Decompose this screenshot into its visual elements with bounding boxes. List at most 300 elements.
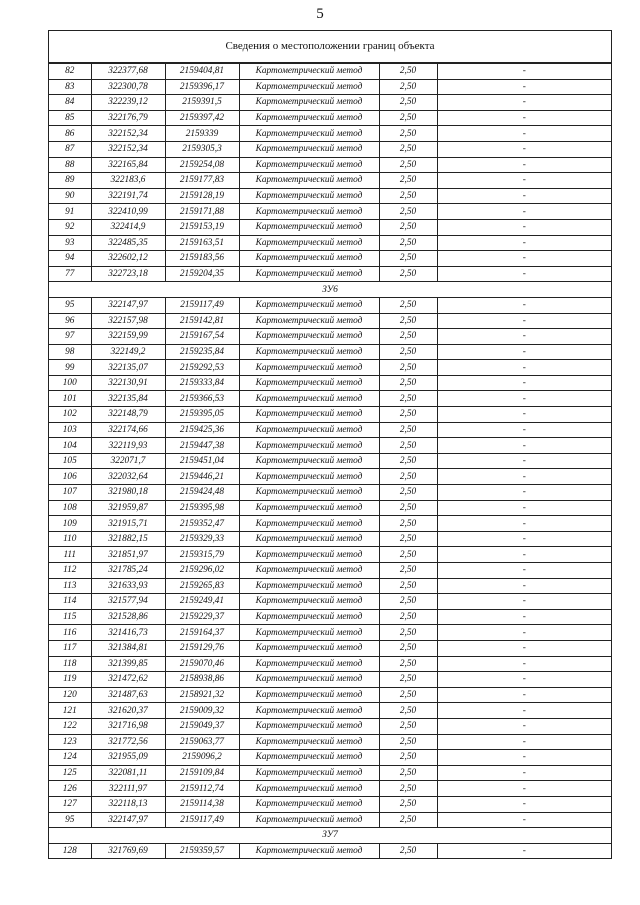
description-cell: - <box>437 157 611 173</box>
description-cell: - <box>437 141 611 157</box>
page-number: 5 <box>316 6 324 22</box>
method-cell: Картометрический метод <box>239 750 379 766</box>
accuracy-cell: 2,50 <box>379 625 437 641</box>
description-cell: - <box>437 781 611 797</box>
method-cell: Картометрический метод <box>239 422 379 438</box>
y-coordinate-cell: 2159305,3 <box>165 141 239 157</box>
point-number-cell: 108 <box>49 500 91 516</box>
method-cell: Картометрический метод <box>239 843 379 858</box>
point-number-cell: 120 <box>49 687 91 703</box>
accuracy-cell: 2,50 <box>379 266 437 282</box>
table-row <box>49 531 611 547</box>
table-row <box>49 578 611 594</box>
accuracy-cell: 2,50 <box>379 360 437 376</box>
y-coordinate-cell: 2159446,21 <box>165 469 239 485</box>
accuracy-cell: 2,50 <box>379 531 437 547</box>
table-row <box>49 251 611 267</box>
point-number-cell: 117 <box>49 640 91 656</box>
x-coordinate-cell: 322414,9 <box>91 219 165 235</box>
table-row <box>49 313 611 329</box>
description-cell: - <box>437 796 611 812</box>
description-cell: - <box>437 391 611 407</box>
accuracy-cell: 2,50 <box>379 672 437 688</box>
description-cell: - <box>437 219 611 235</box>
table-row <box>49 625 611 641</box>
description-cell: - <box>437 656 611 672</box>
section-label: ЗУ7 <box>49 828 611 844</box>
method-cell: Картометрический метод <box>239 438 379 454</box>
method-cell: Картометрический метод <box>239 79 379 95</box>
x-coordinate-cell: 321399,85 <box>91 656 165 672</box>
y-coordinate-cell: 2159096,2 <box>165 750 239 766</box>
accuracy-cell: 2,50 <box>379 578 437 594</box>
description-cell: - <box>437 687 611 703</box>
y-coordinate-cell: 2159114,38 <box>165 796 239 812</box>
point-number-cell: 114 <box>49 594 91 610</box>
x-coordinate-cell: 322176,79 <box>91 110 165 126</box>
method-cell: Картометрический метод <box>239 204 379 220</box>
table-row <box>49 563 611 579</box>
table-row <box>49 687 611 703</box>
point-number-cell: 98 <box>49 344 91 360</box>
x-coordinate-cell: 322152,34 <box>91 126 165 142</box>
x-coordinate-cell: 322135,84 <box>91 391 165 407</box>
table-row <box>49 796 611 812</box>
point-number-cell: 89 <box>49 173 91 189</box>
method-cell: Картометрический метод <box>239 718 379 734</box>
x-coordinate-cell: 322159,99 <box>91 329 165 345</box>
y-coordinate-cell: 2159391,5 <box>165 95 239 111</box>
point-number-cell: 83 <box>49 79 91 95</box>
point-number-cell: 93 <box>49 235 91 251</box>
x-coordinate-cell: 322149,2 <box>91 344 165 360</box>
method-cell: Картометрический метод <box>239 297 379 313</box>
table-row <box>49 360 611 376</box>
y-coordinate-cell: 2159395,05 <box>165 407 239 423</box>
x-coordinate-cell: 321472,62 <box>91 672 165 688</box>
description-cell: - <box>437 625 611 641</box>
accuracy-cell: 2,50 <box>379 781 437 797</box>
method-cell: Картометрический метод <box>239 453 379 469</box>
table-row <box>49 672 611 688</box>
x-coordinate-cell: 321959,87 <box>91 500 165 516</box>
method-cell: Картометрический метод <box>239 219 379 235</box>
description-cell: - <box>437 360 611 376</box>
point-number-cell: 127 <box>49 796 91 812</box>
point-number-cell: 99 <box>49 360 91 376</box>
x-coordinate-cell: 321633,93 <box>91 578 165 594</box>
method-cell: Картометрический метод <box>239 64 379 80</box>
description-cell: - <box>437 407 611 423</box>
x-coordinate-cell: 321769,69 <box>91 843 165 858</box>
description-cell: - <box>437 235 611 251</box>
method-cell: Картометрический метод <box>239 765 379 781</box>
accuracy-cell: 2,50 <box>379 126 437 142</box>
description-cell: - <box>437 640 611 656</box>
x-coordinate-cell: 321772,56 <box>91 734 165 750</box>
table-row <box>49 157 611 173</box>
description-cell: - <box>437 64 611 80</box>
method-cell: Картометрический метод <box>239 547 379 563</box>
method-cell: Картометрический метод <box>239 360 379 376</box>
point-number-cell: 125 <box>49 765 91 781</box>
description-cell: - <box>437 422 611 438</box>
table-row <box>49 95 611 111</box>
coordinates-table <box>49 63 611 858</box>
method-cell: Картометрический метод <box>239 173 379 189</box>
point-number-cell: 106 <box>49 469 91 485</box>
method-cell: Картометрический метод <box>239 110 379 126</box>
method-cell: Картометрический метод <box>239 796 379 812</box>
table-row <box>49 765 611 781</box>
description-cell: - <box>437 344 611 360</box>
point-number-cell: 100 <box>49 375 91 391</box>
accuracy-cell: 2,50 <box>379 500 437 516</box>
x-coordinate-cell: 322148,79 <box>91 407 165 423</box>
y-coordinate-cell: 2159009,32 <box>165 703 239 719</box>
accuracy-cell: 2,50 <box>379 375 437 391</box>
description-cell: - <box>437 563 611 579</box>
point-number-cell: 116 <box>49 625 91 641</box>
description-cell: - <box>437 453 611 469</box>
point-number-cell: 102 <box>49 407 91 423</box>
table-row <box>49 422 611 438</box>
description-cell: - <box>437 718 611 734</box>
method-cell: Картометрический метод <box>239 625 379 641</box>
table-row <box>49 407 611 423</box>
y-coordinate-cell: 2159315,79 <box>165 547 239 563</box>
y-coordinate-cell: 2159352,47 <box>165 516 239 532</box>
description-cell: - <box>437 375 611 391</box>
y-coordinate-cell: 2159425,36 <box>165 422 239 438</box>
x-coordinate-cell: 322032,64 <box>91 469 165 485</box>
section-header-row <box>49 282 611 298</box>
point-number-cell: 115 <box>49 609 91 625</box>
description-cell: - <box>437 765 611 781</box>
point-number-cell: 126 <box>49 781 91 797</box>
x-coordinate-cell: 322239,12 <box>91 95 165 111</box>
description-cell: - <box>437 812 611 828</box>
accuracy-cell: 2,50 <box>379 750 437 766</box>
accuracy-cell: 2,50 <box>379 563 437 579</box>
x-coordinate-cell: 322135,07 <box>91 360 165 376</box>
method-cell: Картометрический метод <box>239 375 379 391</box>
point-number-cell: 121 <box>49 703 91 719</box>
accuracy-cell: 2,50 <box>379 235 437 251</box>
table-row <box>49 438 611 454</box>
point-number-cell: 105 <box>49 453 91 469</box>
table-row <box>49 812 611 828</box>
y-coordinate-cell: 2159117,49 <box>165 812 239 828</box>
point-number-cell: 95 <box>49 812 91 828</box>
method-cell: Картометрический метод <box>239 391 379 407</box>
x-coordinate-cell: 321785,24 <box>91 563 165 579</box>
accuracy-cell: 2,50 <box>379 344 437 360</box>
point-number-cell: 103 <box>49 422 91 438</box>
point-number-cell: 119 <box>49 672 91 688</box>
x-coordinate-cell: 321416,73 <box>91 625 165 641</box>
accuracy-cell: 2,50 <box>379 594 437 610</box>
description-cell: - <box>437 251 611 267</box>
method-cell: Картометрический метод <box>239 578 379 594</box>
boundary-document <box>48 30 612 859</box>
y-coordinate-cell: 2159249,41 <box>165 594 239 610</box>
description-cell: - <box>437 266 611 282</box>
y-coordinate-cell: 2159366,53 <box>165 391 239 407</box>
section-header-row <box>49 828 611 844</box>
accuracy-cell: 2,50 <box>379 391 437 407</box>
method-cell: Картометрический метод <box>239 594 379 610</box>
accuracy-cell: 2,50 <box>379 141 437 157</box>
accuracy-cell: 2,50 <box>379 204 437 220</box>
y-coordinate-cell: 2159164,37 <box>165 625 239 641</box>
description-cell: - <box>437 297 611 313</box>
accuracy-cell: 2,50 <box>379 329 437 345</box>
point-number-cell: 97 <box>49 329 91 345</box>
table-row <box>49 734 611 750</box>
table-row <box>49 391 611 407</box>
method-cell: Картометрический метод <box>239 609 379 625</box>
x-coordinate-cell: 322174,66 <box>91 422 165 438</box>
y-coordinate-cell: 2159339 <box>165 126 239 142</box>
y-coordinate-cell: 2159265,83 <box>165 578 239 594</box>
x-coordinate-cell: 322152,34 <box>91 141 165 157</box>
description-cell: - <box>437 547 611 563</box>
x-coordinate-cell: 322183,6 <box>91 173 165 189</box>
description-cell: - <box>437 438 611 454</box>
y-coordinate-cell: 2159129,76 <box>165 640 239 656</box>
accuracy-cell: 2,50 <box>379 485 437 501</box>
accuracy-cell: 2,50 <box>379 703 437 719</box>
x-coordinate-cell: 322130,91 <box>91 375 165 391</box>
table-row <box>49 219 611 235</box>
x-coordinate-cell: 322410,99 <box>91 204 165 220</box>
x-coordinate-cell: 321980,18 <box>91 485 165 501</box>
x-coordinate-cell: 322157,98 <box>91 313 165 329</box>
accuracy-cell: 2,50 <box>379 407 437 423</box>
table-row <box>49 79 611 95</box>
point-number-cell: 77 <box>49 266 91 282</box>
accuracy-cell: 2,50 <box>379 422 437 438</box>
point-number-cell: 95 <box>49 297 91 313</box>
x-coordinate-cell: 321528,86 <box>91 609 165 625</box>
point-number-cell: 107 <box>49 485 91 501</box>
table-row <box>49 110 611 126</box>
description-cell: - <box>437 485 611 501</box>
x-coordinate-cell: 321620,37 <box>91 703 165 719</box>
accuracy-cell: 2,50 <box>379 453 437 469</box>
y-coordinate-cell: 2159235,84 <box>165 344 239 360</box>
table-row <box>49 453 611 469</box>
x-coordinate-cell: 322118,13 <box>91 796 165 812</box>
point-number-cell: 118 <box>49 656 91 672</box>
y-coordinate-cell: 2159447,38 <box>165 438 239 454</box>
table-row <box>49 703 611 719</box>
x-coordinate-cell: 322119,93 <box>91 438 165 454</box>
method-cell: Картометрический метод <box>239 485 379 501</box>
accuracy-cell: 2,50 <box>379 516 437 532</box>
description-cell: - <box>437 95 611 111</box>
y-coordinate-cell: 2159296,02 <box>165 563 239 579</box>
point-number-cell: 87 <box>49 141 91 157</box>
y-coordinate-cell: 2159112,74 <box>165 781 239 797</box>
table-row <box>49 173 611 189</box>
table-row <box>49 188 611 204</box>
description-cell: - <box>437 703 611 719</box>
x-coordinate-cell: 321577,94 <box>91 594 165 610</box>
x-coordinate-cell: 322147,97 <box>91 297 165 313</box>
y-coordinate-cell: 2159163,51 <box>165 235 239 251</box>
table-row <box>49 375 611 391</box>
description-cell: - <box>437 173 611 189</box>
description-cell: - <box>437 609 611 625</box>
y-coordinate-cell: 2159177,83 <box>165 173 239 189</box>
description-cell: - <box>437 594 611 610</box>
x-coordinate-cell: 321882,15 <box>91 531 165 547</box>
y-coordinate-cell: 2159395,98 <box>165 500 239 516</box>
table-row <box>49 344 611 360</box>
x-coordinate-cell: 322081,11 <box>91 765 165 781</box>
x-coordinate-cell: 321851,97 <box>91 547 165 563</box>
table-row <box>49 781 611 797</box>
table-row <box>49 235 611 251</box>
point-number-cell: 85 <box>49 110 91 126</box>
table-row <box>49 609 611 625</box>
accuracy-cell: 2,50 <box>379 188 437 204</box>
description-cell: - <box>437 750 611 766</box>
method-cell: Картометрический метод <box>239 188 379 204</box>
table-row <box>49 329 611 345</box>
accuracy-cell: 2,50 <box>379 812 437 828</box>
x-coordinate-cell: 322723,18 <box>91 266 165 282</box>
table-row <box>49 640 611 656</box>
method-cell: Картометрический метод <box>239 500 379 516</box>
accuracy-cell: 2,50 <box>379 843 437 858</box>
description-cell: - <box>437 843 611 858</box>
accuracy-cell: 2,50 <box>379 313 437 329</box>
accuracy-cell: 2,50 <box>379 609 437 625</box>
x-coordinate-cell: 322147,97 <box>91 812 165 828</box>
y-coordinate-cell: 2159167,54 <box>165 329 239 345</box>
y-coordinate-cell: 2159117,49 <box>165 297 239 313</box>
accuracy-cell: 2,50 <box>379 640 437 656</box>
point-number-cell: 110 <box>49 531 91 547</box>
method-cell: Картометрический метод <box>239 531 379 547</box>
coordinates-table-body <box>49 64 611 859</box>
x-coordinate-cell: 321915,71 <box>91 516 165 532</box>
table-row <box>49 500 611 516</box>
method-cell: Картометрический метод <box>239 407 379 423</box>
accuracy-cell: 2,50 <box>379 95 437 111</box>
x-coordinate-cell: 322300,78 <box>91 79 165 95</box>
y-coordinate-cell: 2159292,53 <box>165 360 239 376</box>
description-cell: - <box>437 469 611 485</box>
point-number-cell: 122 <box>49 718 91 734</box>
point-number-cell: 111 <box>49 547 91 563</box>
method-cell: Картометрический метод <box>239 313 379 329</box>
x-coordinate-cell: 322165,84 <box>91 157 165 173</box>
method-cell: Картометрический метод <box>239 781 379 797</box>
description-cell: - <box>437 516 611 532</box>
method-cell: Картометрический метод <box>239 469 379 485</box>
y-coordinate-cell: 2159329,33 <box>165 531 239 547</box>
table-row <box>49 547 611 563</box>
table-title: Сведения о местоположении границ объекта <box>49 31 611 63</box>
method-cell: Картометрический метод <box>239 235 379 251</box>
table-row <box>49 469 611 485</box>
point-number-cell: 84 <box>49 95 91 111</box>
description-cell: - <box>437 79 611 95</box>
point-number-cell: 101 <box>49 391 91 407</box>
y-coordinate-cell: 2159397,42 <box>165 110 239 126</box>
description-cell: - <box>437 126 611 142</box>
y-coordinate-cell: 2159451,04 <box>165 453 239 469</box>
method-cell: Картометрический метод <box>239 126 379 142</box>
point-number-cell: 128 <box>49 843 91 858</box>
point-number-cell: 92 <box>49 219 91 235</box>
y-coordinate-cell: 2158921,32 <box>165 687 239 703</box>
y-coordinate-cell: 2158938,86 <box>165 672 239 688</box>
table-row <box>49 126 611 142</box>
accuracy-cell: 2,50 <box>379 219 437 235</box>
table-row <box>49 843 611 858</box>
accuracy-cell: 2,50 <box>379 765 437 781</box>
accuracy-cell: 2,50 <box>379 796 437 812</box>
description-cell: - <box>437 110 611 126</box>
y-coordinate-cell: 2159396,17 <box>165 79 239 95</box>
table-row <box>49 204 611 220</box>
accuracy-cell: 2,50 <box>379 157 437 173</box>
x-coordinate-cell: 322377,68 <box>91 64 165 80</box>
y-coordinate-cell: 2159128,19 <box>165 188 239 204</box>
accuracy-cell: 2,50 <box>379 79 437 95</box>
y-coordinate-cell: 2159142,81 <box>165 313 239 329</box>
table-row <box>49 656 611 672</box>
y-coordinate-cell: 2159424,48 <box>165 485 239 501</box>
table-row <box>49 266 611 282</box>
point-number-cell: 112 <box>49 563 91 579</box>
accuracy-cell: 2,50 <box>379 438 437 454</box>
y-coordinate-cell: 2159171,88 <box>165 204 239 220</box>
y-coordinate-cell: 2159404,81 <box>165 64 239 80</box>
method-cell: Картометрический метод <box>239 640 379 656</box>
x-coordinate-cell: 321716,98 <box>91 718 165 734</box>
y-coordinate-cell: 2159070,46 <box>165 656 239 672</box>
point-number-cell: 94 <box>49 251 91 267</box>
method-cell: Картометрический метод <box>239 563 379 579</box>
method-cell: Картометрический метод <box>239 516 379 532</box>
description-cell: - <box>437 204 611 220</box>
accuracy-cell: 2,50 <box>379 734 437 750</box>
method-cell: Картометрический метод <box>239 687 379 703</box>
method-cell: Картометрический метод <box>239 157 379 173</box>
y-coordinate-cell: 2159359,57 <box>165 843 239 858</box>
description-cell: - <box>437 672 611 688</box>
x-coordinate-cell: 321384,81 <box>91 640 165 656</box>
description-cell: - <box>437 313 611 329</box>
description-cell: - <box>437 578 611 594</box>
point-number-cell: 90 <box>49 188 91 204</box>
x-coordinate-cell: 322602,12 <box>91 251 165 267</box>
method-cell: Картометрический метод <box>239 344 379 360</box>
point-number-cell: 104 <box>49 438 91 454</box>
description-cell: - <box>437 329 611 345</box>
table-row <box>49 64 611 80</box>
point-number-cell: 82 <box>49 64 91 80</box>
method-cell: Картометрический метод <box>239 95 379 111</box>
method-cell: Картометрический метод <box>239 329 379 345</box>
accuracy-cell: 2,50 <box>379 251 437 267</box>
